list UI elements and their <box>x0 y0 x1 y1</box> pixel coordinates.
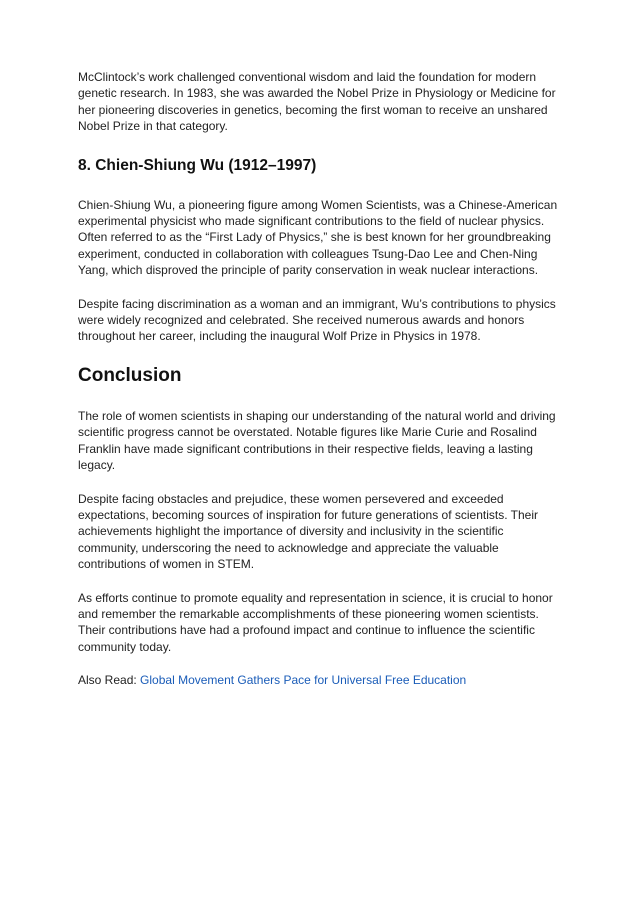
conclusion-paragraph-2: Despite facing obstacles and prejudice, these women persevered and exceeded expectations, becoming sources of inspiration for future generations of scientists. Their achievements highlight the importance of diversity and inclusivity in the scientific community, underscoring the need to acknowledge and appreciate the valuable contributions of women in STEM. <box>78 491 539 572</box>
document-page <box>78 69 566 706</box>
intro-paragraph: McClintock’s work challenged conventional wisdom and laid the foundation for modern genetic research. In 1983, she was awarded the Nobel Prize in Physiology or Medicine for her pioneering discoveries in genetics, becoming the first woman to receive an unshared Nobel Prize in that category. <box>78 70 556 134</box>
wu-paragraph-2: Despite facing discrimination as a woman and an immigrant, Wu’s contributions to physics were widely recognized and celebrated. She received numerous awards and honors throughout her career, including the inaugural Wolf Prize in Physics in 1978. <box>78 296 556 344</box>
conclusion-paragraph-3: As efforts continue to promote equality and representation in science, it is crucial to honor and remember the remarkable accomplishments of these pioneering women scientists. Their contributions have had a profound impact and continue to influence the scientific community today. <box>78 590 553 654</box>
also-read-link[interactable]: Global Movement Gathers Pace for Universal Free Education <box>140 673 467 688</box>
also-read-line <box>78 672 566 688</box>
conclusion-heading: Conclusion <box>78 364 182 386</box>
also-read-label: Also Read: <box>78 673 141 688</box>
wu-paragraph-1: Chien-Shiung Wu, a pioneering figure among Women Scientists, was a Chinese-American experimental physicist who made significant contributions to the field of nuclear physics. Often referred to as the “First Lady of Physics,” she is best known for her groundbreaking experiment, conducted in collaboration with colleagues Tsung-Dao Lee and Chen-Ning Yang, which disproved the principle of parity conservation in weak nuclear interactions. <box>78 197 558 278</box>
section-heading-wu: 8. Chien-Shiung Wu (1912–1997) <box>78 156 317 174</box>
conclusion-paragraph-1: The role of women scientists in shaping our understanding of the natural world and driving scientific progress cannot be overstated. Notable figures like Marie Curie and Rosalind Franklin have made significant contributions in their respective fields, leaving a lasting legacy. <box>78 408 556 473</box>
